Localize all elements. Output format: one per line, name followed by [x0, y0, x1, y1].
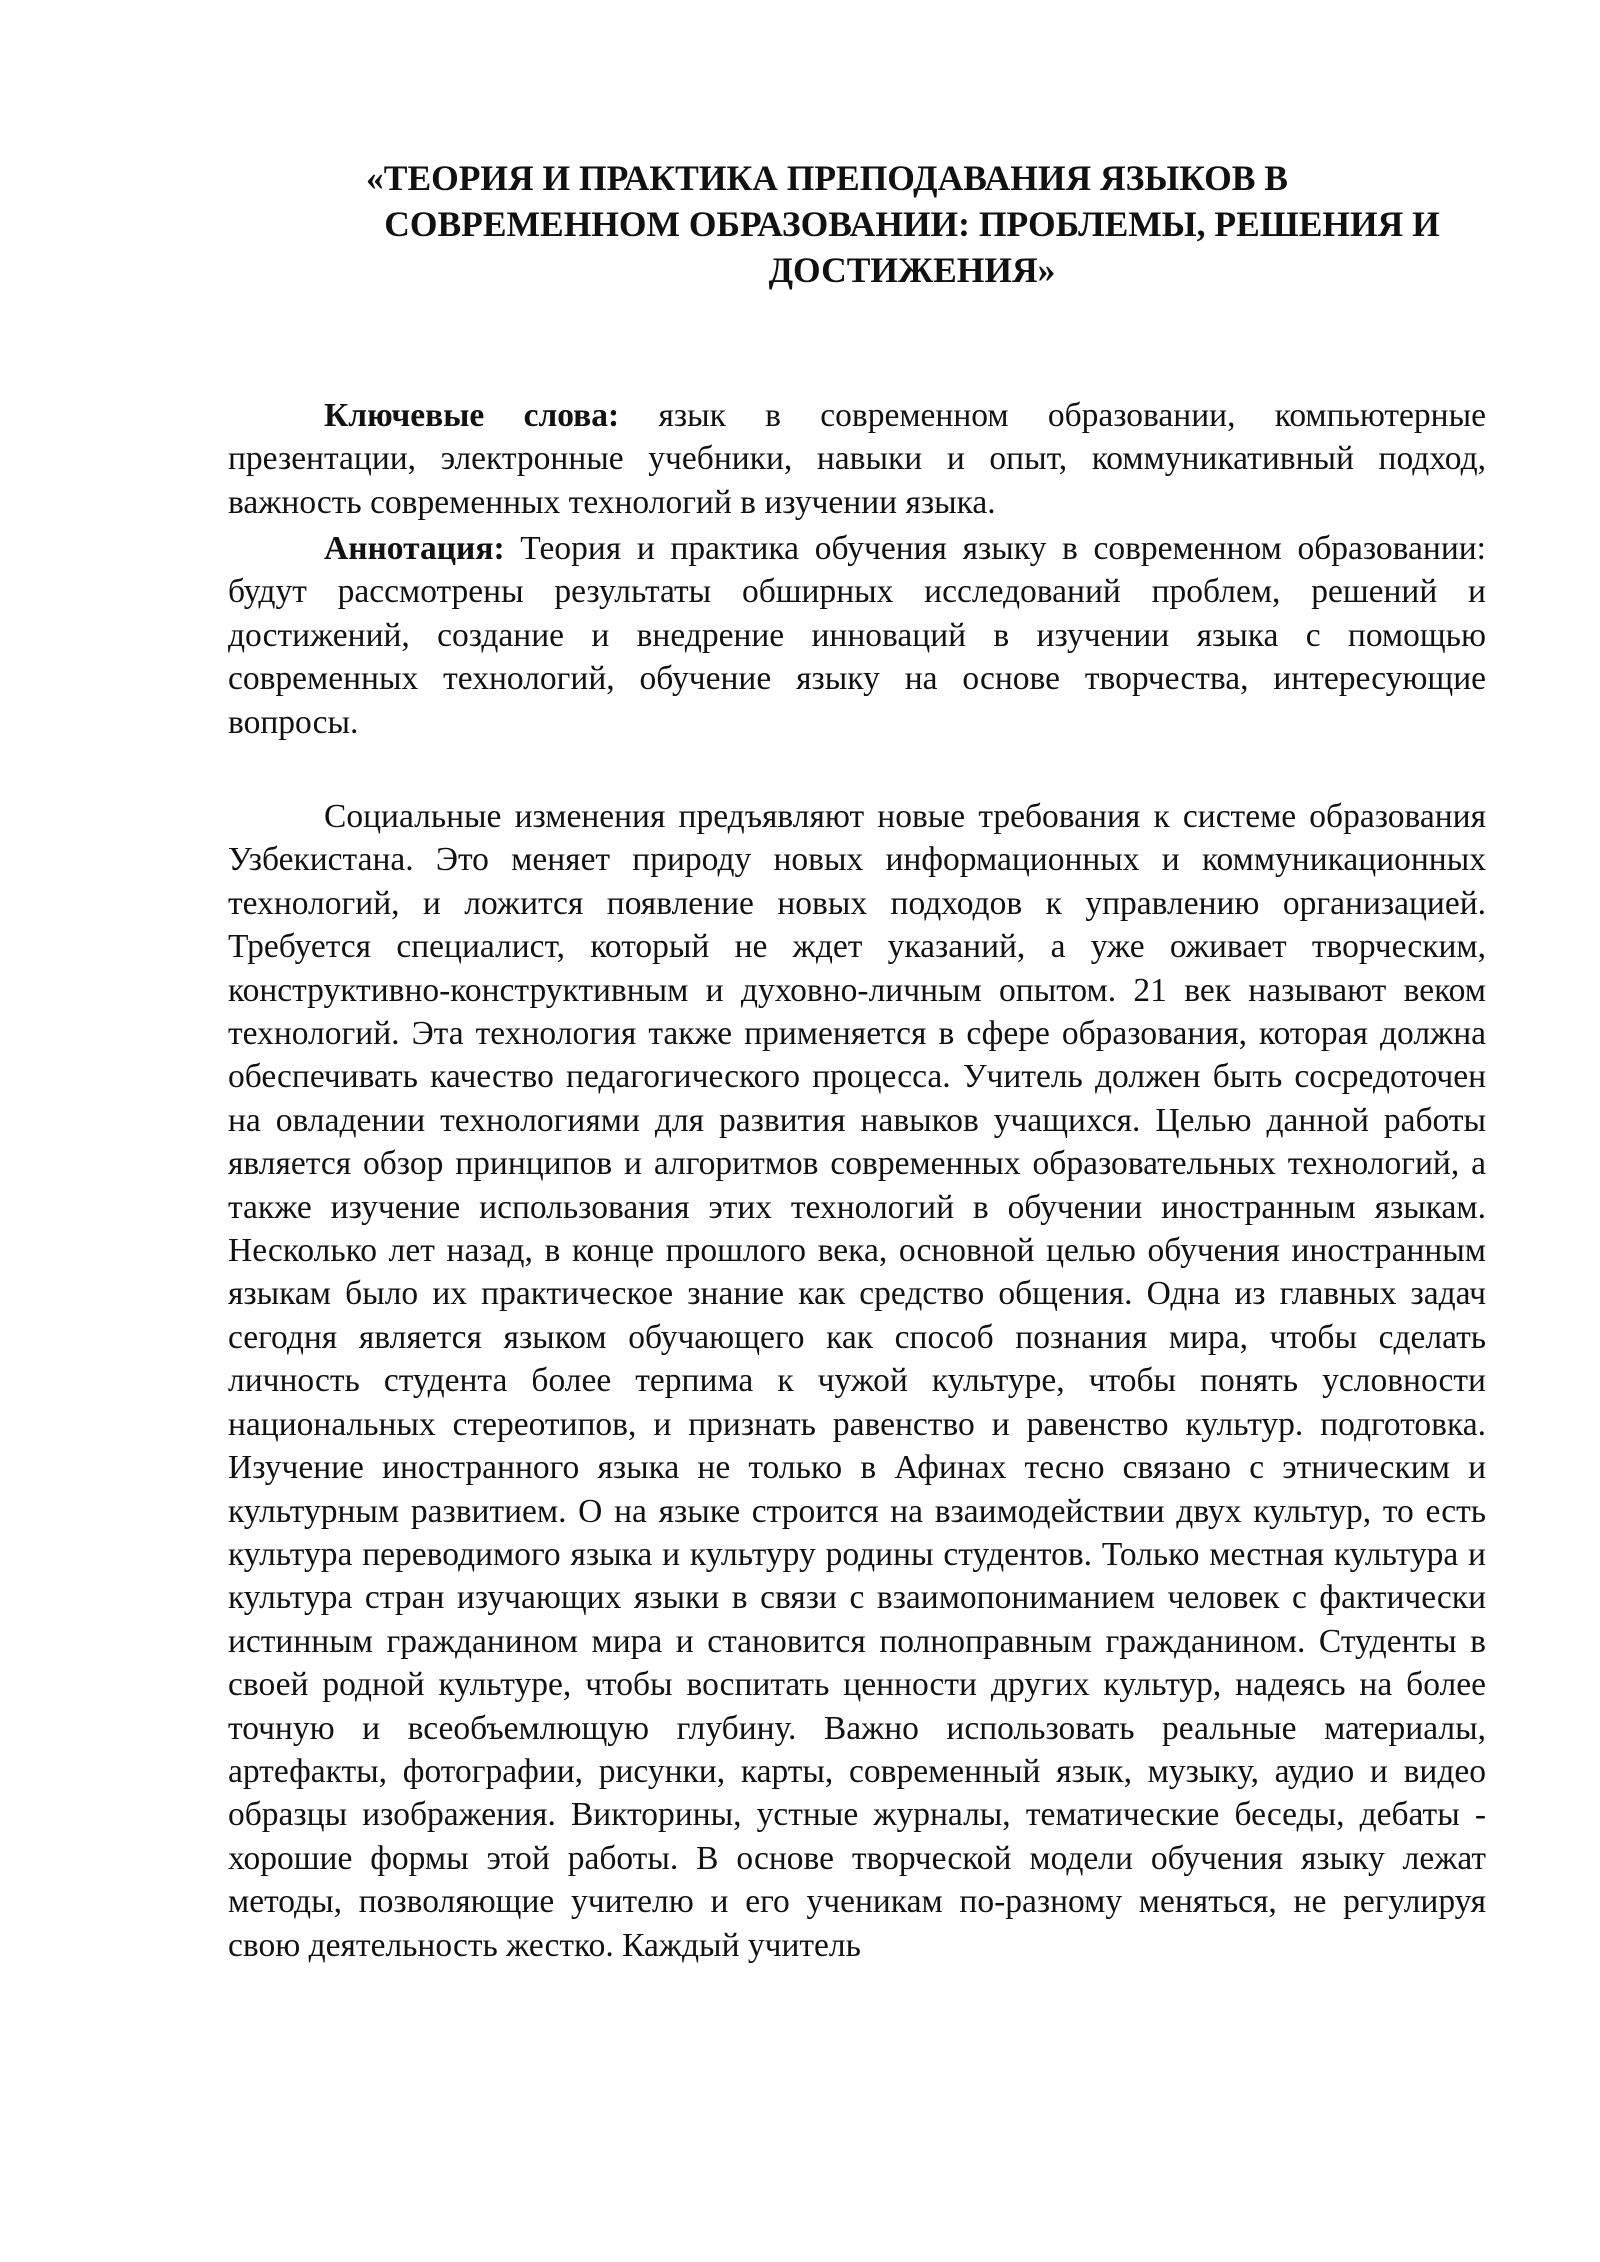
title-line-3: ДОСТИЖЕНИЯ»	[768, 250, 1056, 290]
body-text: Социальные изменения предъявляют новые требования к системе образования Узбекистана. Это меняет природу новых информационных и коммуникационных технологий, и ложится появление новых подходов к управлению организацией. Требуется специалист, который не ждет указаний, а уже оживает творческим, конструктивно-конструктивным и духовно-личным опытом. 21 век называют веком технологий. Эта технология также применяется в сфере образования, которая должна обеспечивать качество педагогического процесса. Учитель должен быть сосредоточен на овладении технологиями для развития навыков учащихся. Целью данной работы является обзор принципов и алгоритмов современных образовательных технологий, а также изучение использования этих технологий в обучении иностранным языкам. Несколько лет назад, в конце прошлого века, основной целью обучения иностранным языкам было их практическое знание как средство общения. Одна из главных задач сегодня является языком обучающего как способ познания мира, чтобы сделать личность студента более терпима к чужой культуре, чтобы понять условности национальных стереотипов, и признать равенство и равенство культур. подготовка. Изучение иностранного языка не только в Афинах тесно связано с этническим и культурным развитием. О на языке строится на взаимодействии двух культур, то есть культура переводимого языка и культуру родины студентов. Только местная культура и культура стран изучающих языки в связи с взаимопониманием человек с фактически истинным гражданином мира и становится полноправным гражданином. Студенты в своей родной культуре, чтобы воспитать ценности других культур, надеясь на более точную и всеобъемлющую глубину. Важно использовать реальные материалы, артефакты, фотографии, рисунки, карты, современный язык, музыку, аудио и видео образцы изображения. Викторины, устные журналы, тематические беседы, дебаты - хорошие формы этой работы. В основе творческой модели обучения языку лежат методы, позволяющие учителю и его ученикам по-разному меняться, не регулируя свою деятельность жестко. Каждый учитель	[228, 798, 1486, 1964]
keywords-label: Ключевые слова:	[324, 397, 620, 434]
title-line-1: «ТЕОРИЯ И ПРАКТИКА ПРЕПОДАВАНИЯ ЯЗЫКОВ В	[366, 158, 1288, 198]
document-title	[228, 155, 1486, 293]
annotation-label: Аннотация:	[324, 530, 505, 567]
annotation-paragraph	[228, 527, 1486, 744]
body-paragraph	[228, 795, 1486, 1967]
annotation-text: Теория и практика обучения языку в современном образовании: будут рассмотрены результаты обширных исследований проблем, решений и достижений, создание и внедрение инноваций в изучении языка с помощью современных технологий, обучение языку на основе творчества, интересующие вопросы.	[228, 530, 1486, 741]
title-line-2: СОВРЕМЕННОМ ОБРАЗОВАНИИ: ПРОБЛЕМЫ, РЕШЕНИЯ И	[384, 204, 1440, 244]
document-page	[228, 0, 1486, 2262]
keywords-text: язык в современном образовании, компьютерные презентации, электронные учебники, навыки и опыт, коммуникативный подход, важность современных технологий в изучении языка.	[228, 397, 1486, 521]
keywords-paragraph	[228, 394, 1486, 524]
